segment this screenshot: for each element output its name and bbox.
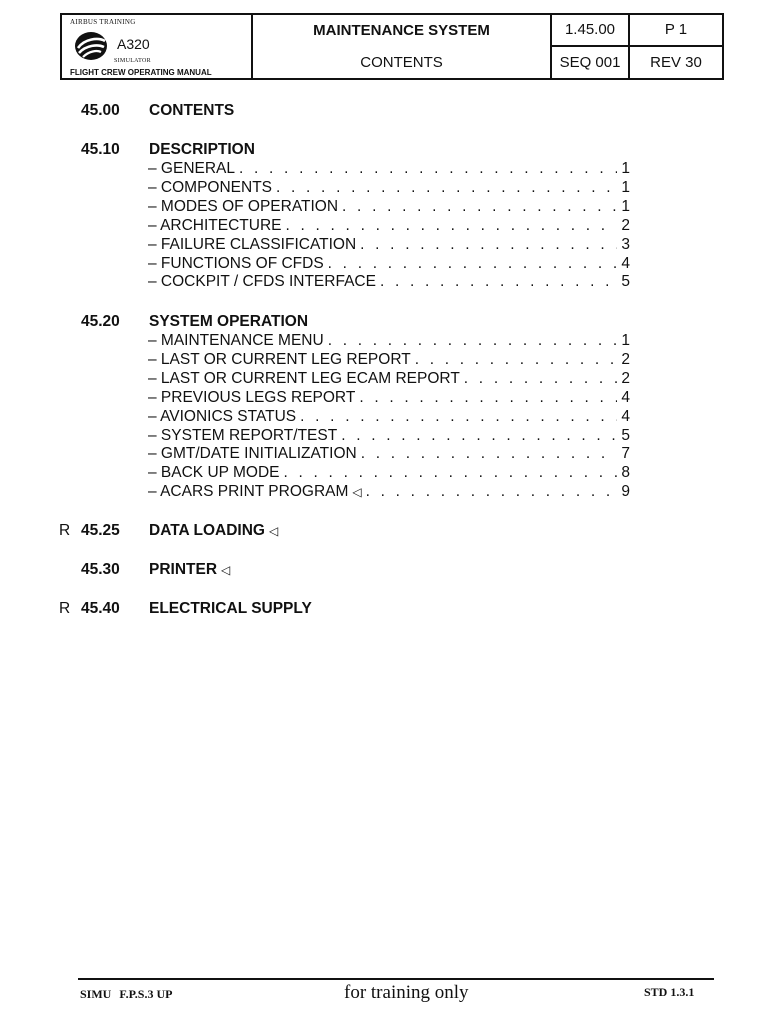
toc-entry-text: – FUNCTIONS OF CFDS: [148, 254, 324, 272]
toc-entry[interactable]: [148, 482, 630, 501]
toc-entry-text: – COCKPIT / CFDS INTERFACE: [148, 273, 376, 291]
section-heading: [0, 599, 768, 618]
toc-entry-text: – COMPONENTS: [148, 178, 273, 196]
toc-entry-text: – MAINTENANCE MENU: [148, 332, 324, 349]
section-title-text: PRINTER: [149, 561, 218, 578]
footer-divider: [78, 978, 714, 980]
section-heading: [0, 560, 768, 579]
toc-entry-label: [148, 178, 272, 197]
toc-page-number: 4: [621, 254, 630, 272]
toc-entry[interactable]: [148, 369, 630, 388]
toc-page-number: 5: [621, 273, 630, 291]
toc-entry[interactable]: [148, 159, 630, 178]
toc-entry-label: [148, 444, 357, 463]
toc-entry[interactable]: [148, 254, 630, 273]
toc-entry-text: – BACK UP MODE: [148, 464, 280, 482]
toc-page-number: 9: [621, 483, 630, 501]
toc-page-number: 1: [621, 178, 630, 196]
toc-entry-text: – GMT/DATE INITIALIZATION: [148, 445, 357, 463]
toc-entry-text: – LAST OR CURRENT LEG ECAM REPORT: [148, 369, 460, 387]
section-title: [149, 599, 312, 618]
toc-entry-label: [148, 388, 355, 407]
footer-std: STD 1.3.1: [644, 985, 695, 999]
toc-entry[interactable]: [148, 350, 630, 369]
toc-entry[interactable]: [148, 197, 630, 216]
toc-entry[interactable]: [148, 444, 630, 463]
toc-entry-label: [148, 331, 324, 350]
toc-entry-label: [148, 426, 337, 445]
toc-entry-label: [148, 216, 282, 235]
header-title-cell: [253, 15, 552, 78]
toc-entry[interactable]: [148, 235, 630, 254]
airbus-logo-icon: [74, 31, 108, 61]
section-title: [149, 521, 278, 541]
section-number: 45.40: [81, 600, 120, 617]
toc-page-number: 1: [621, 197, 630, 215]
toc-entry-text: – MODES OF OPERATION: [148, 197, 339, 215]
toc-entry-label: [148, 463, 280, 482]
toc-entry-text: – AVIONICS STATUS: [148, 407, 297, 425]
header-codes-cell: [552, 15, 722, 78]
dot-leader: [296, 407, 617, 426]
section-title-text: CONTENTS: [149, 102, 235, 119]
chapter-ref: 1.45.00: [552, 15, 630, 47]
toc-page-number: 2: [621, 369, 630, 387]
toc-entry[interactable]: [148, 216, 630, 235]
toc-entry-label: [148, 482, 362, 501]
toc-entry-label: [148, 197, 338, 216]
toc-entry[interactable]: [148, 426, 630, 445]
footer-left: [80, 987, 172, 1002]
toc-entry[interactable]: [148, 407, 630, 426]
section-title: [149, 560, 230, 580]
dot-leader: [411, 350, 618, 369]
section-number: 45.20: [81, 313, 120, 330]
toc-entry[interactable]: [148, 388, 630, 407]
toc-entry[interactable]: [148, 463, 630, 482]
section-title: [149, 101, 234, 120]
section-title-text: DATA LOADING: [149, 522, 265, 539]
manual-name: FLIGHT CREW OPERATING MANUAL: [70, 68, 212, 77]
revision-mark: R: [59, 522, 71, 539]
page-number: P 1: [630, 15, 722, 47]
dot-leader: [362, 482, 618, 501]
toc-page-number: 8: [621, 464, 630, 482]
dot-leader: [282, 216, 618, 235]
page-header: [60, 13, 724, 80]
toc-entry[interactable]: [148, 178, 630, 197]
toc-entry-label: [148, 350, 411, 369]
toc-entry-label: [148, 369, 460, 388]
toc-page-number: 4: [621, 388, 630, 406]
section-title: [149, 312, 308, 331]
simulator-label: SIMULATOR: [114, 58, 151, 64]
section-title-text: DESCRIPTION: [149, 141, 255, 158]
change-triangle-icon: ◁: [268, 524, 279, 538]
toc-page-number: 1: [621, 332, 630, 349]
section-heading: [0, 312, 768, 331]
dot-leader: [337, 426, 617, 445]
header-logo-cell: [62, 15, 253, 78]
dot-leader: [460, 369, 618, 388]
toc-entry-text: – SYSTEM REPORT/TEST: [148, 426, 338, 444]
toc-entry-text: – ARCHITECTURE: [148, 216, 282, 234]
footer-simu: SIMU: [80, 987, 112, 1001]
toc-entry[interactable]: [148, 331, 630, 350]
dot-leader: [376, 272, 617, 291]
toc-entry[interactable]: [148, 272, 630, 291]
section-title: [149, 140, 255, 159]
toc-entry-label: [148, 254, 324, 273]
dot-leader: [338, 197, 617, 216]
revision-mark: R: [59, 600, 71, 617]
change-triangle-icon: ◁: [352, 485, 362, 500]
toc-entry-label: [148, 235, 356, 254]
revision-number: REV 30: [650, 53, 702, 71]
section-heading: [0, 140, 768, 159]
dot-leader: [272, 178, 617, 197]
toc-entry-text: – PREVIOUS LEGS REPORT: [148, 388, 356, 406]
dot-leader: [357, 444, 618, 463]
toc-page-number: 3: [621, 235, 630, 253]
toc-page-number: 7: [621, 445, 630, 463]
toc-page-number: 1: [621, 160, 630, 177]
section-heading: [0, 101, 768, 120]
toc-entry-label: [148, 272, 376, 291]
toc-page-number: 2: [621, 350, 630, 368]
section-heading: [0, 521, 768, 540]
section-number: 45.10: [81, 141, 120, 158]
document-title: MAINTENANCE SYSTEM: [313, 22, 490, 40]
toc-entry-text: – LAST OR CURRENT LEG REPORT: [148, 350, 411, 368]
dot-leader: [355, 388, 617, 407]
section-number: 45.00: [81, 102, 120, 119]
section-number: 45.30: [81, 561, 120, 578]
toc-page-number: 2: [621, 216, 630, 234]
section-title-text: ELECTRICAL SUPPLY: [149, 600, 312, 617]
toc-entry-text: – GENERAL: [148, 160, 236, 177]
toc-page-number: 5: [621, 426, 630, 444]
document-subtitle: CONTENTS: [360, 53, 443, 71]
footer-training-note: for training only: [344, 982, 469, 1003]
toc-entry-text: – ACARS PRINT PROGRAM: [148, 483, 349, 501]
toc-entry-label: [148, 159, 235, 178]
org-label: AIRBUS TRAINING: [70, 18, 136, 26]
section-number: 45.25: [81, 522, 120, 539]
dot-leader: [356, 235, 617, 254]
sequence-number: SEQ 001: [552, 47, 630, 79]
dot-leader: [235, 159, 617, 178]
change-triangle-icon: ◁: [221, 563, 231, 577]
aircraft-model: A320: [117, 36, 150, 52]
dot-leader: [280, 463, 618, 482]
dot-leader: [324, 331, 618, 350]
toc-entry-label: [148, 407, 296, 426]
toc-page-number: 4: [621, 407, 630, 425]
section-title-text: SYSTEM OPERATION: [149, 313, 309, 330]
footer-fps: F.P.S.3 UP: [119, 987, 173, 1001]
toc-entry-text: – FAILURE CLASSIFICATION: [148, 235, 357, 253]
dot-leader: [324, 254, 618, 273]
